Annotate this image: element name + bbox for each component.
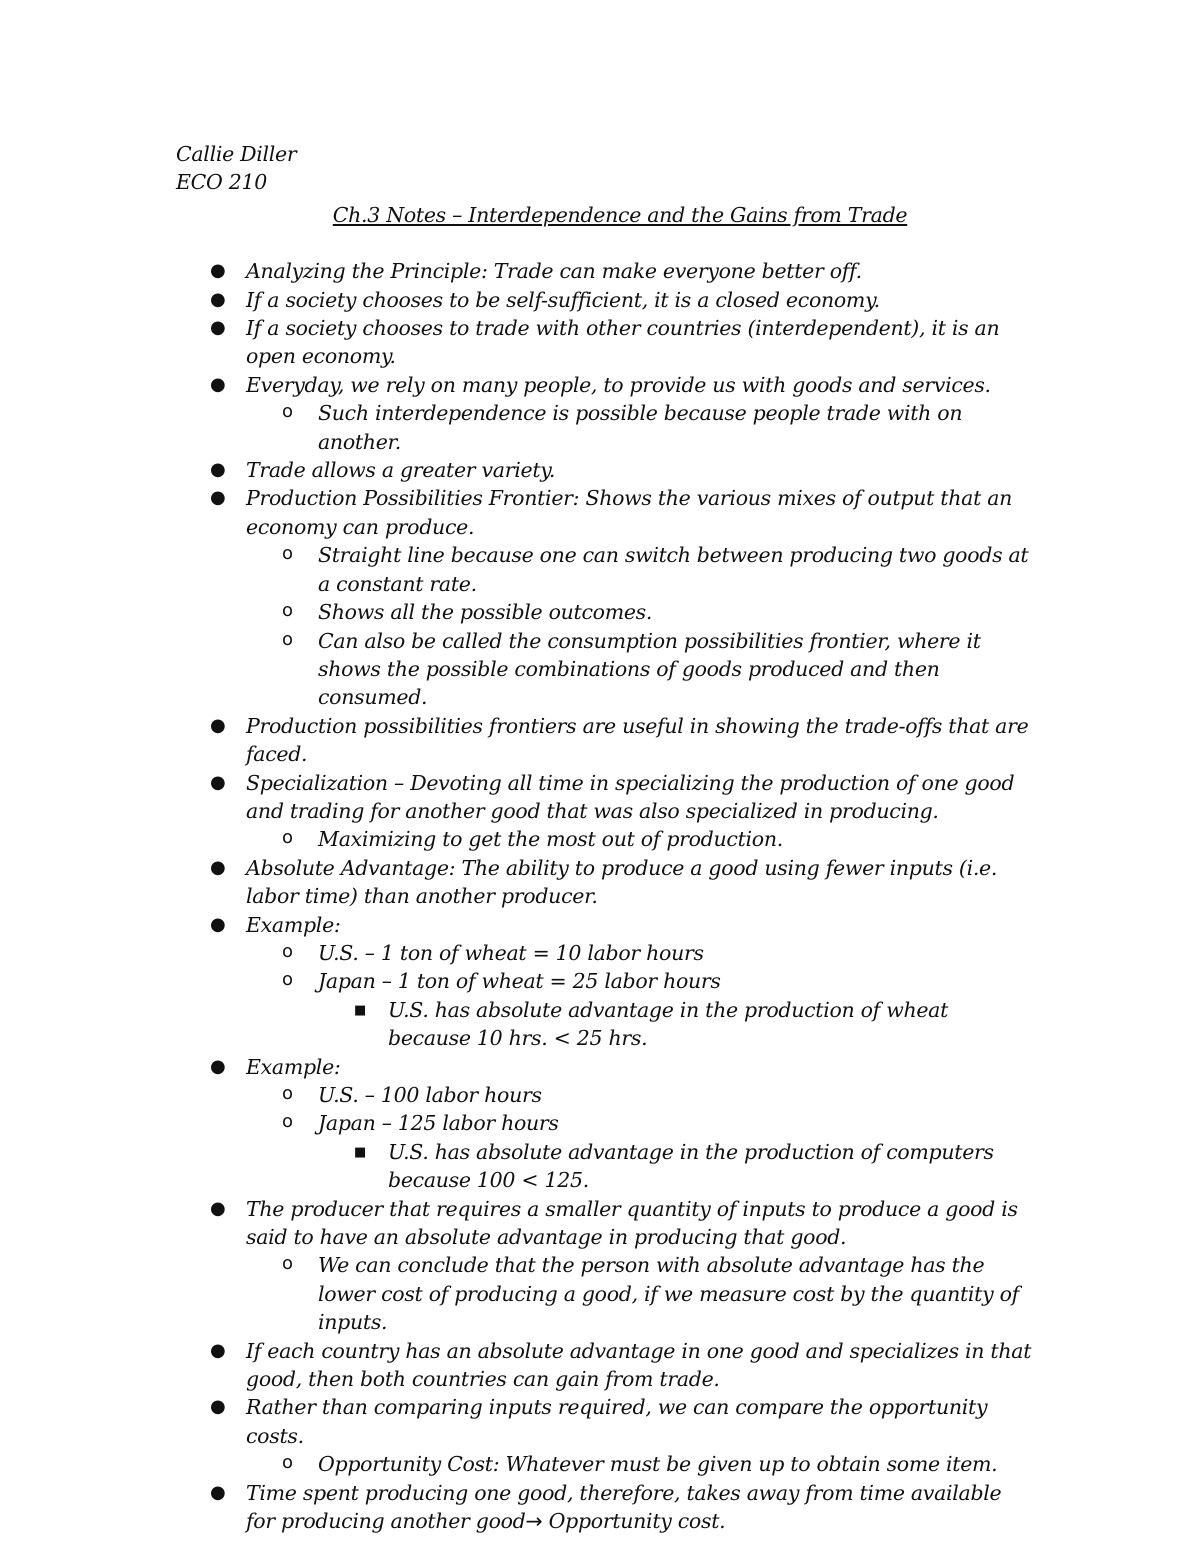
sub-list-item: o We can conclude that the person with absolute advantage has the lower cost of producing a good, if we measure cost by the quantity of inputs. <box>176 1251 1036 1336</box>
course-code: ECO 210 <box>176 170 268 195</box>
circle-bullet-icon: o <box>282 1111 293 1133</box>
bullet-icon: ● <box>210 373 226 395</box>
circle-bullet-icon: o <box>282 600 293 622</box>
circle-bullet-icon: o <box>282 1083 293 1104</box>
sub-list-item: o Such interdependence is possible because people trade with on another. <box>176 399 1036 456</box>
list-item: ● If a society chooses to trade with other countries (interdependent), it is an open economy. <box>210 316 1000 369</box>
list-item: ● The producer that requires a smaller quantity of inputs to produce a good is said to have an absolute advantage in producing that good. <box>210 1196 1018 1250</box>
sub-list-item: o U.S. – 1 ton of wheat = 10 labor hours <box>176 939 1036 967</box>
sub-sub-list-item: ■ U.S. has absolute advantage in the production of computers because 100 < 125. <box>354 1139 994 1193</box>
bullet-icon: ● <box>210 288 226 310</box>
square-bullet-icon: ■ <box>354 1144 366 1160</box>
circle-bullet-icon: o <box>282 543 293 565</box>
bullet-icon: ● <box>210 1339 226 1361</box>
sub-sub-list-item: ■ U.S. has absolute advantage in the production of wheat because 10 hrs. < 25 hrs. <box>354 997 949 1051</box>
list-item: ● If each country has an absolute advantage in one good and specializes in that good, then both countries can gain from trade. <box>210 1338 1032 1392</box>
sub-list-item: o Shows all the possible outcomes. <box>176 598 1036 626</box>
arrow-right-icon: → <box>525 1509 543 1534</box>
list-item: ● Example: <box>176 1053 1036 1081</box>
circle-bullet-icon: o <box>282 1253 293 1275</box>
bullet-icon: ● <box>210 771 226 793</box>
list-item: ● Analyzing the Principle: Trade can make everyone better off. <box>176 257 1036 285</box>
sub-list-item: o Maximizing to get the most out of production. <box>176 825 1036 853</box>
sub-list-item: o Japan – 1 ton of wheat = 25 labor hours <box>176 967 1036 995</box>
bullet-icon: ● <box>210 913 226 935</box>
bullet-icon: ● <box>210 1055 226 1077</box>
list-item: ● If a society chooses to be self-sufficient, it is a closed economy. <box>176 286 1036 314</box>
bullet-icon: ● <box>210 317 226 339</box>
document-body <box>176 140 1036 1536</box>
sub-list-item: o Straight line because one can switch between producing two goods at a constant rate. <box>176 541 1036 598</box>
list-item: ● Rather than comparing inputs required, we can compare the opportunity costs. <box>210 1395 988 1448</box>
bullet-icon: ● <box>210 1396 226 1418</box>
bullet-icon: ● <box>210 714 226 736</box>
list-item: ● Time spent producing one good, therefore, takes away from time available for producing another good→ Opportunity cost. <box>210 1480 1002 1534</box>
circle-bullet-icon: o <box>282 628 293 650</box>
bullet-icon: ● <box>210 459 226 481</box>
circle-bullet-icon: o <box>282 401 293 423</box>
bullet-icon: ● <box>210 1481 226 1503</box>
sub-list-item: o U.S. – 100 labor hours <box>176 1081 1036 1109</box>
circle-bullet-icon: o <box>282 969 293 991</box>
list-item: ● Absolute Advantage: The ability to produce a good using fewer inputs (i.e. labor time) than another producer. <box>210 855 998 909</box>
list-item: ● Example: <box>176 911 1036 939</box>
sub-list-item: o Japan – 125 labor hours <box>176 1109 1036 1137</box>
circle-bullet-icon: o <box>282 827 293 849</box>
circle-bullet-icon: o <box>282 1452 293 1474</box>
square-bullet-icon: ■ <box>354 1002 366 1018</box>
sub-list-item: o Opportunity Cost: Whatever must be given up to obtain some item. <box>176 1450 1036 1478</box>
sub-list-item: o Can also be called the consumption possibilities frontier, where it shows the possible combinations of goods produced and then consumed. <box>176 627 1036 712</box>
list-item: ● Production possibilities frontiers are useful in showing the trade-offs that are faced. <box>210 713 1029 767</box>
bullet-icon: ● <box>210 856 226 878</box>
list-item: ● Trade allows a greater variety. <box>176 456 1036 484</box>
document-title: Ch.3 Notes – Interdependence and the Gains from Trade <box>332 202 908 227</box>
bullet-icon: ● <box>210 260 226 282</box>
bullet-icon: ● <box>210 487 226 509</box>
circle-bullet-icon: o <box>282 940 293 962</box>
notes-list <box>176 257 1036 1535</box>
list-item: ● Everyday, we rely on many people, to provide us with goods and services. <box>176 371 1036 399</box>
author-name: Callie Diller <box>176 142 297 166</box>
bullet-icon: ● <box>210 1197 226 1219</box>
list-item: ● Specialization – Devoting all time in specializing the production of one good and trading for another good that was also specialized in producing. <box>210 770 1015 823</box>
list-item: ● Production Possibilities Frontier: Shows the various mixes of output that an economy can produce. <box>210 486 1013 539</box>
